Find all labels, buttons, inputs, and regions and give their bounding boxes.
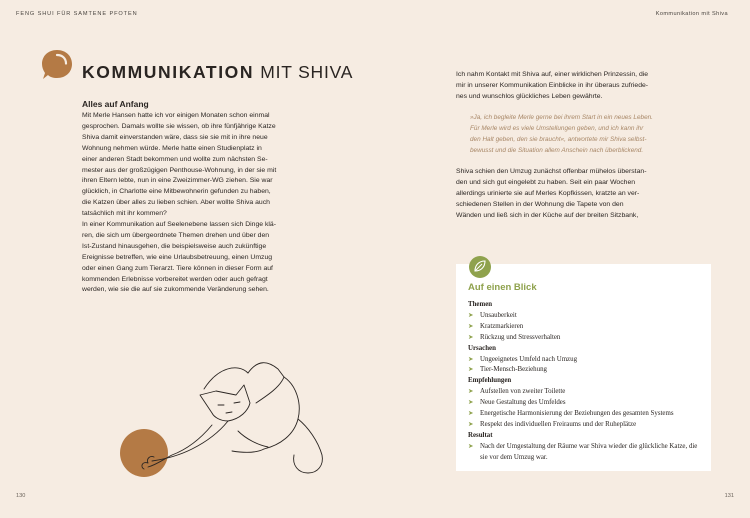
running-head-right: Kommunikation mit Shiva	[655, 11, 728, 17]
right-body-paragraph-1	[456, 70, 716, 103]
chapter-title	[82, 62, 353, 83]
speech-bubble-icon	[40, 48, 74, 82]
list-item: ➤ Unsauberkeit	[468, 311, 706, 322]
leaf-icon	[468, 255, 492, 279]
arrow-right-icon: ➤	[468, 366, 474, 374]
arrow-right-icon: ➤	[468, 442, 474, 450]
text-line: kommenden Erlebnisse vorbereitet werden oder auch gefragt	[82, 275, 268, 283]
text-line: tatsächlich mit ihr kommen?	[82, 210, 167, 218]
list-item: ➤ Rückzug und Stressverhalten	[468, 333, 706, 344]
text-line: Ereignisse betreffen, wie eine Urlaubsbetreuung, einen Umzug	[82, 253, 273, 261]
arrow-right-icon: ➤	[468, 355, 474, 363]
text-line: schiedenen Stellen in der Wohnung die Tapete von den	[456, 200, 624, 208]
group-heading: Themen	[468, 301, 493, 308]
text-line: den und sich gut eingelebt zu haben. Seit ein paar Wochen	[456, 178, 636, 186]
arrow-right-icon: ➤	[468, 322, 474, 330]
list-item: ➤ Energetische Harmonisierung der Beziehungen des gesamten Systems	[468, 409, 706, 420]
quote-line: Für Merle wird es viele Umstellungen geben, und ich kann ihr	[470, 124, 644, 132]
chapter-title-bold: KOMMUNIKATION	[82, 62, 255, 82]
group-heading: Ursachen	[468, 344, 496, 352]
left-body-paragraph-2	[82, 220, 327, 296]
list-item: ➤ Ungeeignetes Umfeld nach Umzug	[468, 355, 706, 366]
page-number-left: 130	[16, 493, 26, 499]
arrow-right-icon: ➤	[468, 410, 474, 418]
arrow-right-icon: ➤	[468, 420, 474, 428]
text-line: Shiva damit einverstanden wäre, dass sie sie mit in ihre neue	[82, 133, 268, 141]
text-line: mester aus der großzügigen Penthouse-Wohnung, in der sie mit	[82, 166, 277, 174]
arrow-right-icon: ➤	[468, 399, 474, 407]
text-line: Ich nahm Kontakt mit Shiva auf, einer wirklichen Prinzessin, die	[456, 71, 649, 78]
text-line: allerdings urinierte sie auf Merles Kopfkissen, kratzte an ver-	[456, 189, 640, 197]
text-line: nes und wunschlos glückliches Leben gewährte.	[456, 92, 603, 100]
list-item: ➤ Kratzmarkieren	[468, 322, 706, 333]
text-line: die Katzen über alles zu lieben schien. Aber wollte Shiva auch	[82, 199, 270, 207]
arrow-right-icon: ➤	[468, 388, 474, 396]
text-line: ren, die sich um übergeordnete Themen drehen und über den	[82, 231, 270, 239]
summary-box-title: Auf einen Blick	[468, 282, 537, 293]
cat-line-illustration	[108, 355, 348, 485]
subheading: Alles auf Anfang	[82, 99, 149, 109]
text-line: oder einen Gang zum Tierarzt. Tiere können in dieser Form auf	[82, 264, 273, 272]
text-line: Wohnung nehmen würde. Merle hatte einen Studienplatz in	[82, 144, 262, 152]
quote-line: »Ja, ich begleite Merle gerne bei ihrem Start in ein neues Leben.	[470, 114, 653, 121]
left-body-paragraph-1	[82, 111, 327, 220]
summary-box	[456, 264, 711, 471]
list-item: ➤ Neue Gestaltung des Umfeldes	[468, 398, 706, 409]
group-heading: Empfehlungen	[468, 377, 512, 385]
text-line: Mit Merle Hansen hatte ich vor einigen Monaten schon einmal	[82, 112, 270, 119]
shiva-quote	[470, 113, 720, 157]
text-line: einer anderen Stadt bekommen und wollte zum nächsten Se-	[82, 155, 268, 163]
list-item: ➤ Aufstellen von zweiter Toilette	[468, 387, 706, 398]
text-line: Shiva schien den Umzug zunächst offenbar mühelos überstan-	[456, 168, 647, 175]
text-line: ihren Eltern lebte, nun in eine Zweizimmer-WG ziehen. Sie war	[82, 177, 273, 185]
quote-line: den Halt geben, den sie braucht«, antwortete mir Shiva selbst-	[470, 135, 647, 143]
page-number-right: 131	[724, 493, 734, 499]
text-line: Wänden und ließ sich in der Küche auf der breiten Sitzbank,	[456, 211, 639, 219]
arrow-right-icon: ➤	[468, 311, 474, 319]
running-head-left: FENG SHUI FÜR SAMTENE PFOTEN	[16, 11, 138, 17]
text-line: Ist-Zustand hinausgehen, die beispielsweise auch zukünftige	[82, 242, 267, 250]
list-item: ➤ Nach der Umgestaltung der Räume war Shiva wieder die glückliche Katze, die sie vor dem Umzug war.	[468, 442, 698, 461]
summary-list	[468, 300, 706, 464]
text-line: glücklich, in Charlotte eine Mitbewohnerin gefunden zu haben,	[82, 188, 271, 196]
text-line: In einer Kommunikation auf Seelenebene lassen sich Dinge klä-	[82, 221, 277, 228]
arrow-right-icon: ➤	[468, 333, 474, 341]
quote-line: bewusst und die Situation allem Anschein nach überblickend.	[470, 146, 644, 154]
list-item: ➤ Respekt des individuellen Freiraums und der Ruheplätze	[468, 420, 706, 431]
chapter-title-light: MIT SHIVA	[260, 62, 354, 82]
text-line: gesprochen. Damals wollte sie wissen, ob ihre fünfjährige Katze	[82, 122, 276, 130]
group-heading: Resultat	[468, 431, 493, 439]
right-body-paragraph-2	[456, 167, 716, 222]
text-line: mir in unserer Kommunikation Einblicke in ihr überaus zufriede-	[456, 81, 649, 89]
list-item: ➤ Tier-Mensch-Beziehung	[468, 365, 706, 376]
text-line: werden, wie sie die auf sie zukommende Veränderung sehen.	[82, 286, 269, 294]
